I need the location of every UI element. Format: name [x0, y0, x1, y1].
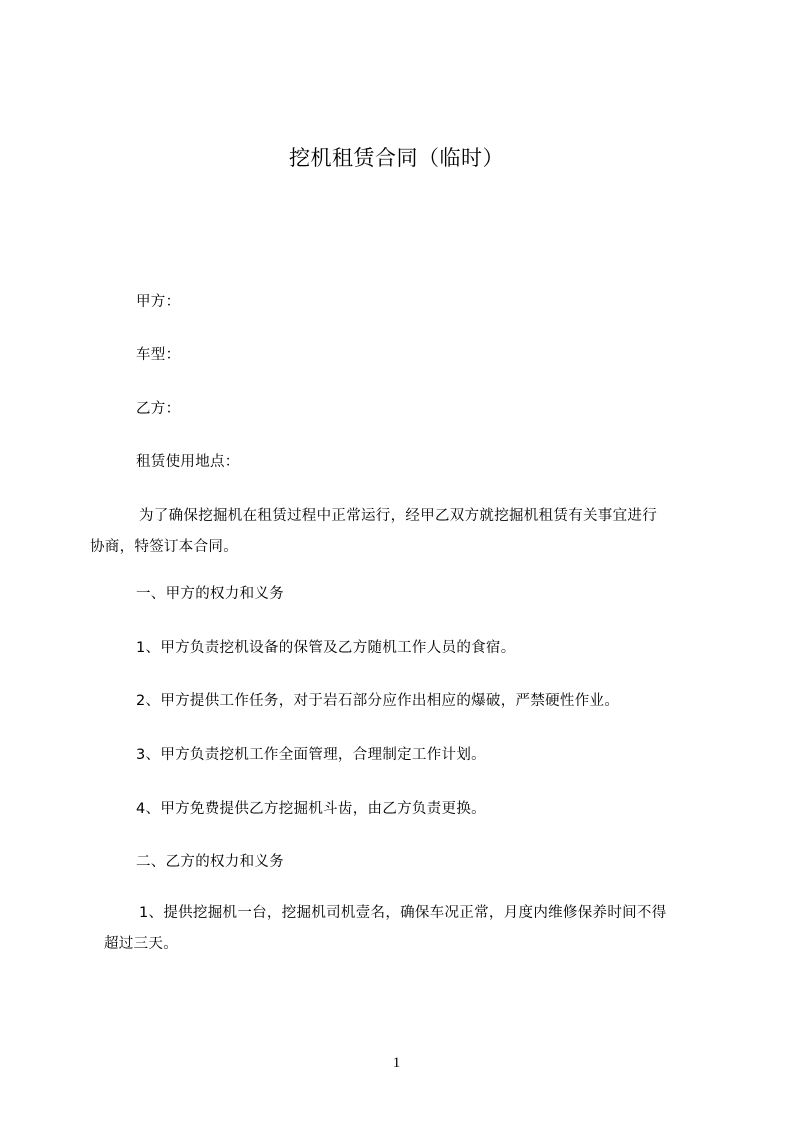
section-1-item-2: 2、甲方提供工作任务，对于岩石部分应作出相应的爆破，严禁硬性作业。	[136, 693, 620, 709]
party-a-label: 甲方：	[136, 294, 181, 310]
section-2-heading: 二、乙方的权力和义务	[136, 854, 284, 870]
page-number: 1	[392, 1055, 401, 1071]
section-1-item-4: 4、甲方免费提供乙方挖掘机斗齿，由乙方负责更换。	[136, 801, 486, 817]
intro-paragraph	[90, 501, 657, 563]
intro-line-1: 为了确保挖掘机在租赁过程中正常运行，经甲乙双方就挖掘机租赁有关事宜进行	[139, 508, 657, 524]
section-2-item-1	[104, 898, 667, 960]
party-b-label: 乙方：	[136, 401, 181, 417]
section-2-item-1-line-1: 1、提供挖掘机一台，挖掘机司机壹名，确保车况正常，月度内维修保养时间不得	[139, 905, 667, 921]
vehicle-model-label: 车型：	[136, 347, 181, 363]
document-title: 挖机租赁合同（临时）	[289, 146, 504, 170]
intro-line-2: 协商，特签订本合同。	[90, 539, 238, 555]
section-1-heading: 一、甲方的权力和义务	[136, 586, 284, 602]
location-label: 租赁使用地点：	[136, 454, 240, 470]
section-1-item-1: 1、甲方负责挖机设备的保管及乙方随机工作人员的食宿。	[136, 640, 516, 656]
section-2-item-1-line-2: 超过三天。	[104, 936, 178, 952]
section-1-item-3: 3、甲方负责挖机工作全面管理，合理制定工作计划。	[136, 747, 486, 763]
